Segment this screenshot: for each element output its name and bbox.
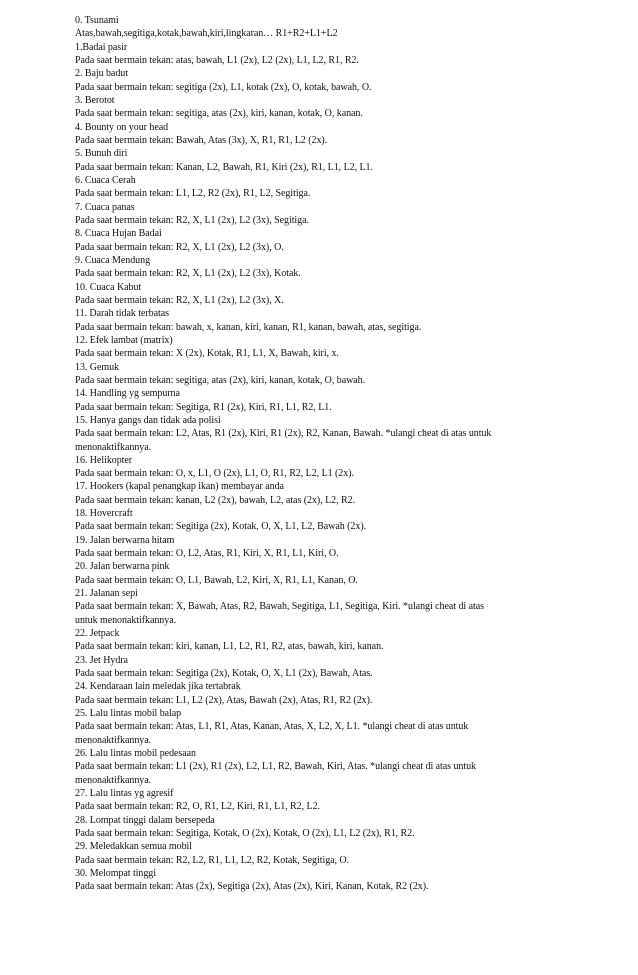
document-line: Pada saat bermain tekan: Segitiga (2x), Kotak, O, X, L1, L2, Bawah (2x).: [75, 521, 367, 533]
document-line: Pada saat bermain tekan: R2, O, R1, L2, Kiri, R1, L1, R2, L2.: [75, 801, 320, 813]
document-line: 4. Bounty on your head: [75, 121, 169, 133]
document-line: Pada saat bermain tekan: segitiga, atas (2x), kiri, kanan, kotak, O, bawah.: [75, 374, 366, 386]
document-line: Pada saat bermain tekan: L1 (2x), R1 (2x), L2, L1, R2, Bawah, Kiri, Atas. *ulangi cheat di atas untuk: [75, 761, 476, 773]
document-line: 3. Berotot: [75, 94, 115, 106]
document-line: 18. Hovercraft: [75, 508, 133, 520]
document-line: Pada saat bermain tekan: R2, X, L1 (2x), L2 (3x), Segitiga.: [75, 214, 309, 226]
document-line: Pada saat bermain tekan: atas, bawah, L1 (2x), L2 (2x), L1, L2, R1, R2.: [75, 54, 359, 66]
document-line: Pada saat bermain tekan: L1, L2, R2 (2x), R1, L2, Segitiga.: [75, 188, 311, 200]
document-line: 24. Kendaraan lain meledak jika tertabrak: [75, 681, 241, 693]
document-line: Pada saat bermain tekan: R2, L2, R1, L1, L2, R2, Kotak, Segitiga, O.: [75, 854, 350, 866]
document-line: 29. Meledakkan semua mobil: [75, 841, 193, 853]
document-line: Pada saat bermain tekan: R2, X, L1 (2x), L2 (3x), O.: [75, 241, 284, 253]
document-line: 27. Lalu lintas yg agresif: [75, 788, 174, 800]
document-line: 20. Jalan berwarna pink: [75, 561, 170, 573]
document-line: Pada saat bermain tekan: kiri, kanan, L1, L2, R1, R2, atas, bawah, kiri, kanan.: [75, 641, 384, 653]
document-line: 22. Jetpack: [75, 628, 120, 640]
document-line: Pada saat bermain tekan: segitiga (2x), L1, kotak (2x), O, kotak, bawah, O.: [75, 81, 372, 93]
document-line: 1.Badai pasir: [75, 41, 128, 53]
document-line: menonaktifkannya.: [75, 774, 152, 786]
document-line: Pada saat bermain tekan: Segitiga (2x), Kotak, O, X, L1 (2x), Bawah, Atas.: [75, 668, 373, 680]
document-line: 8. Cuaca Hujan Badai: [75, 228, 162, 240]
document-line: 21. Jalanan sepi: [75, 588, 138, 600]
document-line: 12. Efek lambat (matrix): [75, 334, 173, 346]
document-line: Pada saat bermain tekan: Kanan, L2, Bawah, R1, Kiri (2x), R1, L1, L2, L1.: [75, 161, 373, 173]
document-line: Pada saat bermain tekan: O, L2, Atas, R1, Kiri, X, R1, L1, Kiri, O.: [75, 548, 339, 560]
document-line: Pada saat bermain tekan: Bawah, Atas (3x), X, R1, R1, L2 (2x).: [75, 134, 328, 146]
document-line: 11. Darah tidak terbatas: [75, 308, 169, 320]
document-line: 10. Cuaca Kabut: [75, 281, 142, 293]
document-line: 6. Cuaca Cerah: [75, 174, 136, 186]
document-line: Pada saat bermain tekan: X, Bawah, Atas, R2, Bawah, Segitiga, L1, Segitiga, Kiri. *ulangi cheat di atas: [75, 601, 484, 613]
document-line: Pada saat bermain tekan: O, x, L1, O (2x), L1, O, R1, R2, L2, L1 (2x).: [75, 468, 354, 480]
document-line: Atas,bawah,segitiga,kotak,bawah,kiri,lingkaran… R1+R2+L1+L2: [75, 28, 338, 40]
document-line: Pada saat bermain tekan: Atas, L1, R1, Atas, Kanan, Atas, X, L2, X, L1. *ulangi cheat di atas untuk: [75, 721, 469, 733]
document-line: 26. Lalu lintas mobil pedesaan: [75, 748, 196, 760]
document-line: 15. Hanya gangs dan tidak ada polisi: [75, 414, 221, 426]
document-line: 9. Cuaca Mendung: [75, 254, 151, 266]
document-line: Pada saat bermain tekan: X (2x), Kotak, R1, L1, X, Bawah, kiri, x.: [75, 348, 339, 360]
document-line: Pada saat bermain tekan: L1, L2 (2x), Atas, Bawah (2x), Atas, R1, R2 (2x).: [75, 694, 373, 706]
document-line: Pada saat bermain tekan: bawah, x, kanan, kiri, kanan, R1, kanan, bawah, atas, segitiga.: [75, 321, 422, 333]
document-line: 2. Baju badut: [75, 68, 128, 80]
document-line: 17. Hookers (kapal penangkap ikan) membayar anda: [75, 481, 284, 493]
document-line: 13. Gemuk: [75, 361, 119, 373]
document-line: 23. Jet Hydra: [75, 654, 128, 666]
document-line: Pada saat bermain tekan: R2, X, L1 (2x), L2 (3x), X.: [75, 294, 284, 306]
document-line: 30. Melompat tinggi: [75, 868, 156, 879]
document-line: Pada saat bermain tekan: Segitiga, R1 (2x), Kiri, R1, L1, R2, L1.: [75, 401, 332, 413]
document-line: 14. Handling yg sempurna: [75, 388, 180, 400]
document-line: menonaktifkannya.: [75, 734, 152, 746]
document-line: 7. Cuaca panas: [75, 201, 135, 213]
document-line: Pada saat bermain tekan: kanan, L2 (2x), bawah, L2, atas (2x), L2, R2.: [75, 494, 356, 506]
document-line: 16. Helikopter: [75, 454, 133, 466]
document-line: 5. Bunuh diri: [75, 148, 128, 160]
document-line: Pada saat bermain tekan: Atas (2x), Segitiga (2x), Atas (2x), Kiri, Kanan, Kotak, R2 (2x).: [75, 881, 429, 893]
document-line: 19. Jalan berwarna hitam: [75, 534, 175, 546]
document-line: 0. Tsunami: [75, 15, 119, 26]
document-line: Pada saat bermain tekan: R2, X, L1 (2x), L2 (3x), Kotak.: [75, 268, 301, 280]
document-line: Pada saat bermain tekan: segitiga, atas (2x), kiri, kanan, kotak, O, kanan.: [75, 108, 363, 120]
document-line: menonaktifkannya.: [75, 441, 152, 453]
document-line: Pada saat bermain tekan: O, L1, Bawah, L2, Kiri, X, R1, L1, Kanan, O.: [75, 574, 358, 586]
document-line: Pada saat bermain tekan: L2, Atas, R1 (2x), Kiri, R1 (2x), R2, Kanan, Bawah. *ulangi cheat di atas untuk: [75, 428, 492, 440]
document-line: 25. Lalu lintas mobil balap: [75, 708, 182, 720]
document-line: untuk menonaktifkannya.: [75, 614, 177, 626]
document-line: Pada saat bermain tekan: Segitiga, Kotak, O (2x), Kotak, O (2x), L1, L2 (2x), R1, R2.: [75, 828, 415, 840]
document-body: [75, 14, 565, 894]
document-line: 28. Lompat tinggi dalam bersepeda: [75, 814, 215, 826]
